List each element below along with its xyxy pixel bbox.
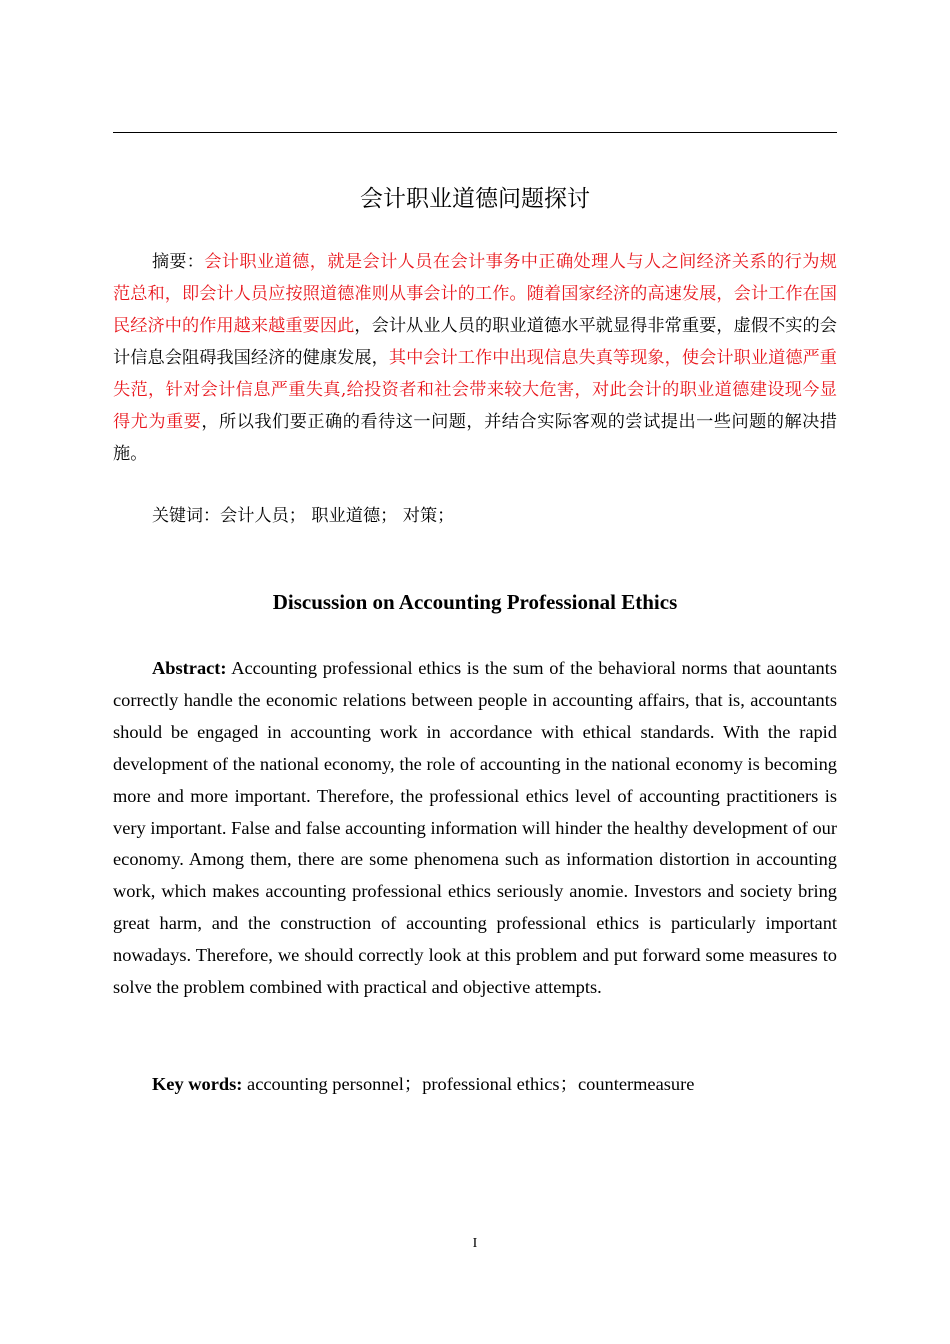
chinese-abstract-segment: 会计职业道德，就是会计人员在会计事务中正确处理人与人之间经济关系的行为规范总和，即会计人员应按照道德准则从事会计的工作。随着国家经济的高速发展，会计工作在国民经济中的作用越来越重要因此: [113, 252, 837, 336]
chinese-abstract-segment: ，会计从业人员的职业道德水平就显得非常重要，虚假不实的会计信息会阻碍我国经济的健康发展，: [113, 316, 837, 368]
chinese-keywords: [152, 500, 837, 532]
header-rule: [113, 132, 837, 133]
page-number: I: [472, 1236, 478, 1251]
chinese-abstract-label: 摘要：: [152, 252, 205, 272]
english-keywords-label: Key words:: [152, 1074, 243, 1094]
english-abstract: [113, 653, 837, 1004]
english-keywords: [152, 1068, 837, 1100]
chinese-abstract: [113, 246, 837, 470]
english-abstract-label: Abstract:: [152, 658, 227, 678]
chinese-keywords-text: 会计人员； 职业道德； 对策；: [220, 506, 455, 526]
english-keywords-text: accounting personnel；professional ethics；countermeasure: [247, 1074, 695, 1094]
chinese-title: 会计职业道德问题探讨: [360, 186, 590, 212]
chinese-abstract-segment: ，所以我们要正确的看待这一问题，并结合实际客观的尝试提出一些问题的解决措施。: [113, 412, 837, 464]
chinese-abstract-segment: 其中会计工作中出现信息失真等现象，使会计职业道德严重失范，针对会计信息严重失真,给投资者和社会带来较大危害，对此会计的职业道德建设现今显得尤为重要: [113, 348, 837, 432]
chinese-keywords-label: 关键词：: [152, 506, 220, 526]
english-title: Discussion on Accounting Professional Ethics: [272, 590, 678, 614]
english-abstract-text: Accounting professional ethics is the sum of the behavioral norms that aountants correctly handle the economic relations between people in accounting affairs, that is, accountants should be engaged in accounting work in accordance with ethical standards. With the rapid development of the national economy, the role of accounting in the national economy is becoming more and more important. Therefore, the professional ethics level of accounting practitioners is very important. False and false accounting information will hinder the healthy development of our economy. Among them, there are some phenomena such as information distortion in accounting work, which makes accounting professional ethics seriously anomie. Investors and society bring great harm, and the construction of accounting professional ethics is particularly important nowadays. Therefore, we should correctly look at this problem and put forward some measures to solve the problem combined with practical and objective attempts.: [113, 658, 837, 998]
